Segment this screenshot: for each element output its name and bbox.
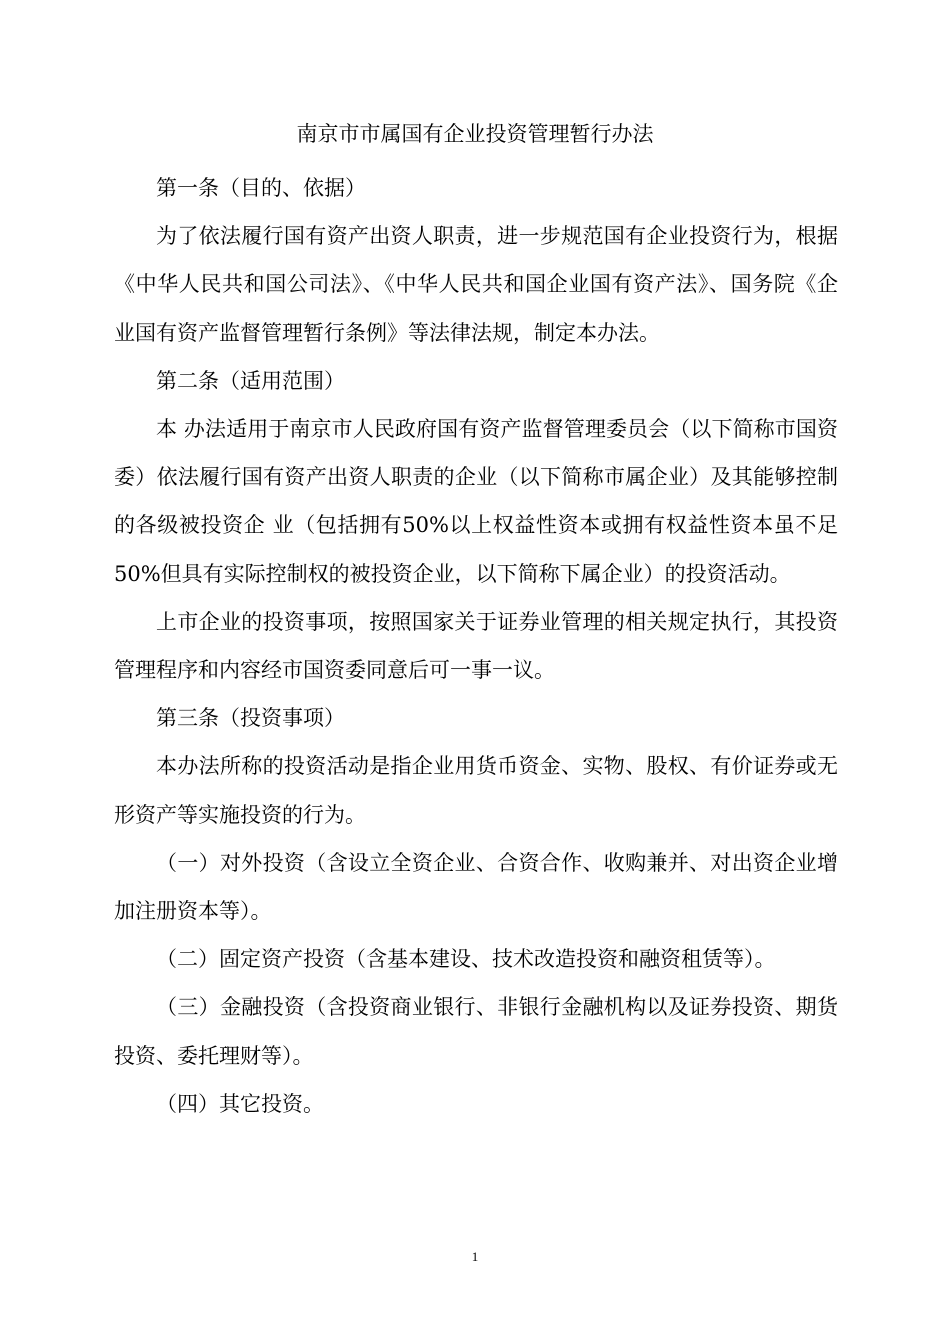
page-number: 1	[471, 1249, 479, 1264]
list-item-other-investment: （四）其它投资。	[156, 1091, 324, 1116]
article-1-text: 为了依法履行国有资产出资人职责，进一步规范国有企业投资行为，根据《中华人民共和国公司法》、《中华人民共和国企业国有资产法》、国务院《企业国有资产监督管理暂行条例》等法律法规，制定本办法。	[114, 224, 838, 345]
article-2-text: 本 办法适用于南京市人民政府国有资产监督管理委员会（以下简称市国资委）依法履行国有资产出资人职责的企业（以下简称市属企业）及其能够控制的各级被投资企 业（包括拥有50%以上权益性资本或拥有权益性资本虽不足50%但具有实际控制权的被投资企业，以下简称下属企业）的投资活动。	[114, 417, 838, 586]
article-2-heading: 第二条（适用范围）	[156, 368, 345, 393]
list-item-fixed-asset-investment: （二）固定资产投资（含基本建设、技术改造投资和融资租赁等）。	[156, 947, 776, 972]
article-1-heading: 第一条（目的、依据）	[156, 176, 366, 200]
article-2-listed-companies: 上市企业的投资事项，按照国家关于证券业管理的相关规定执行，其投资管理程序和内容经市国资委同意后可一事一议。	[114, 609, 838, 683]
document-body	[114, 164, 838, 1128]
document-title: 南京市市属国有企业投资管理暂行办法	[296, 122, 654, 146]
article-3-text: 本办法所称的投资活动是指企业用货币资金、实物、股权、有价证券或无形资产等实施投资的行为。	[114, 754, 838, 827]
article-3-heading: 第三条（投资事项）	[156, 706, 345, 731]
list-item-financial-investment: （三）金融投资（含投资商业银行、非银行金融机构以及证券投资、期货投资、委托理财等）。	[114, 995, 838, 1068]
list-item-external-investment: （一）对外投资（含设立全资企业、合资合作、收购兼并、对出资企业增加注册资本等）。	[114, 850, 838, 924]
